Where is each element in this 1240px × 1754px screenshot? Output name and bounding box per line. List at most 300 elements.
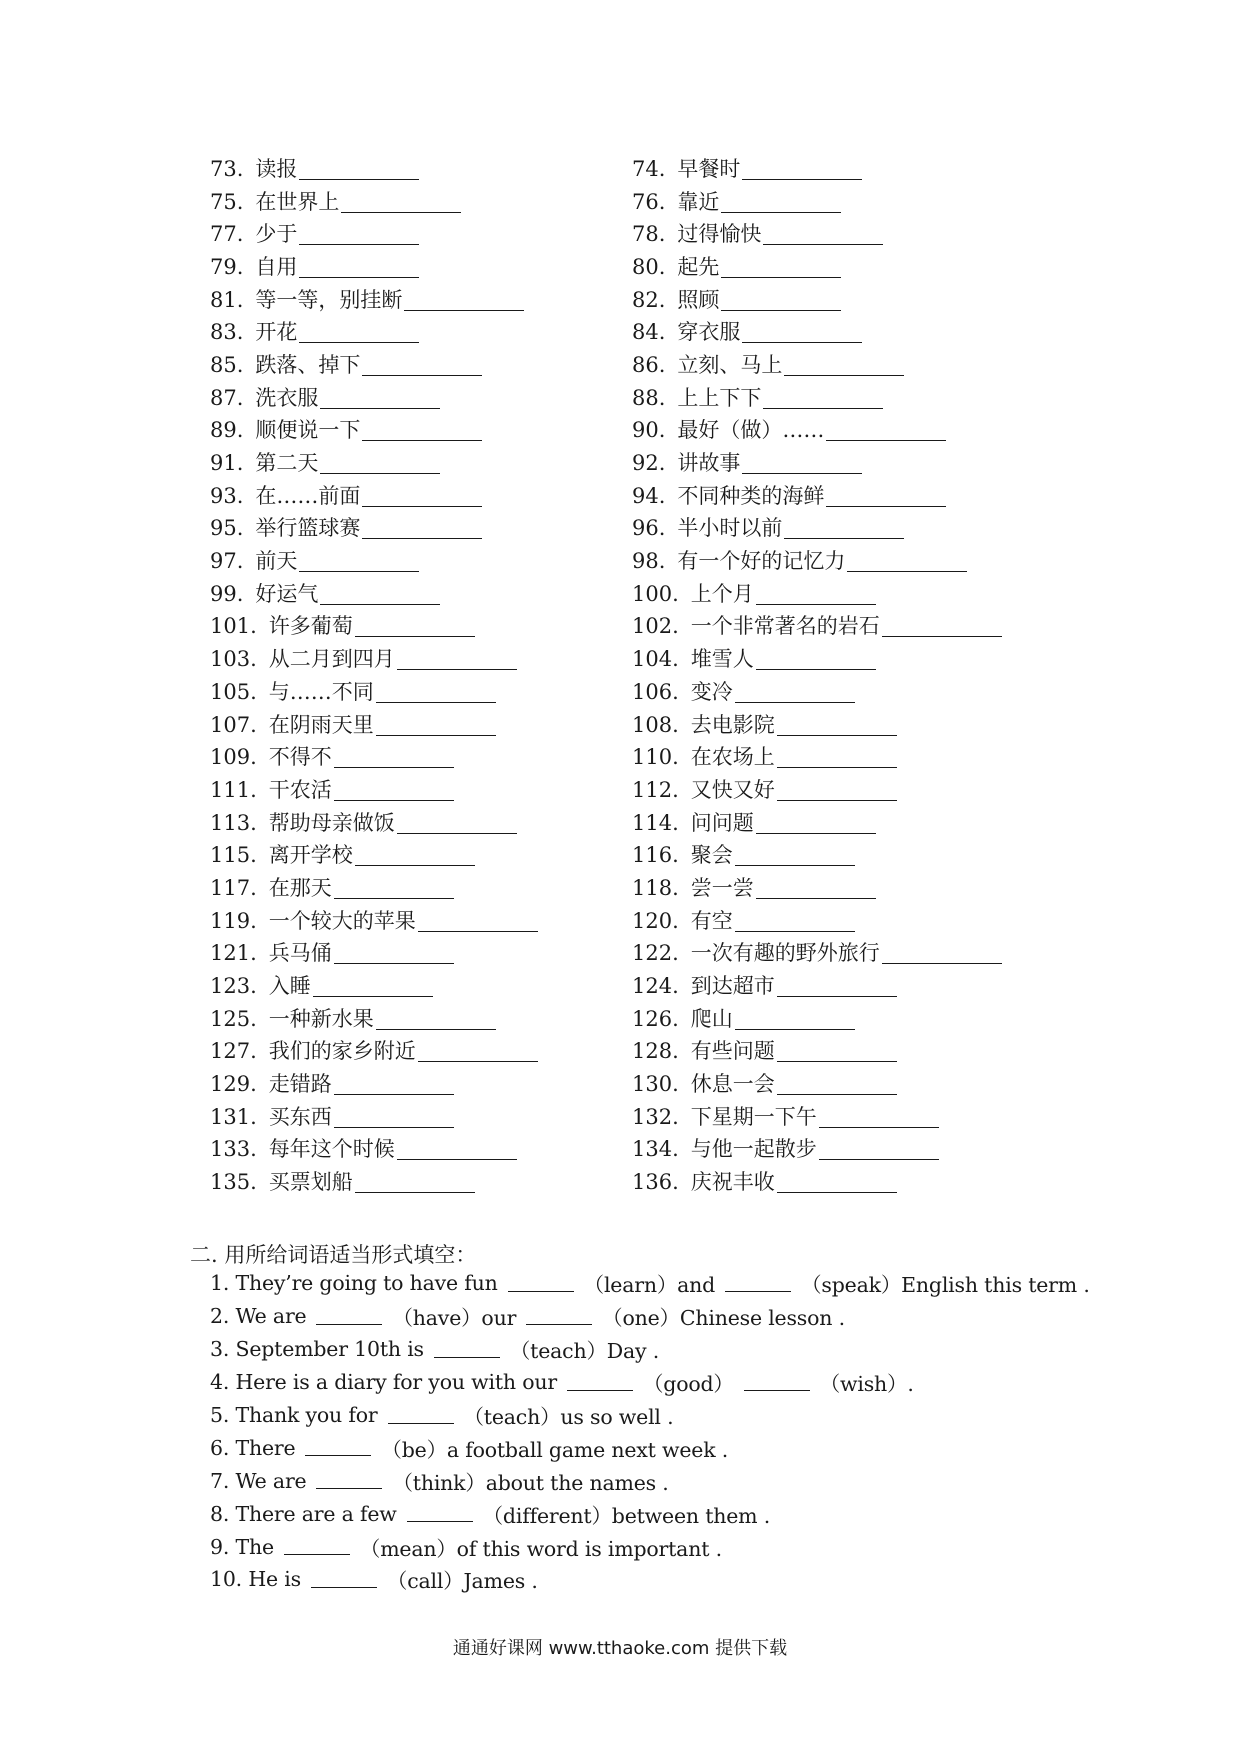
answer-blank[interactable] bbox=[721, 194, 841, 213]
item-number: 80. bbox=[632, 254, 666, 279]
item-number: 75. bbox=[210, 189, 244, 214]
exercise-line bbox=[210, 1300, 1110, 1333]
vocab-row bbox=[210, 709, 1070, 742]
answer-blank[interactable] bbox=[362, 422, 482, 441]
exercise-text: （speak）English this term . bbox=[801, 1273, 1090, 1298]
answer-blank[interactable] bbox=[376, 717, 496, 736]
item-number: 113. bbox=[210, 810, 257, 835]
vocab-row bbox=[210, 839, 1070, 872]
exercise-line bbox=[210, 1563, 1110, 1596]
item-text: 在农场上 bbox=[690, 745, 775, 770]
item-text: 到达超市 bbox=[690, 974, 775, 999]
vocab-row bbox=[210, 676, 1070, 709]
item-number: 77. bbox=[210, 222, 244, 247]
exercise-text: 3. September 10th is bbox=[210, 1337, 424, 1362]
answer-blank[interactable] bbox=[299, 324, 419, 343]
answer-blank[interactable] bbox=[320, 390, 440, 409]
item-number: 126. bbox=[632, 1006, 679, 1031]
item-text: 离开学校 bbox=[268, 843, 353, 868]
answer-blank[interactable] bbox=[334, 782, 454, 801]
answer-blank[interactable] bbox=[756, 815, 876, 834]
item-number: 100. bbox=[632, 581, 679, 606]
answer-blank[interactable] bbox=[334, 945, 454, 964]
answer-blank[interactable] bbox=[362, 520, 482, 539]
vocab-item bbox=[210, 649, 632, 670]
answer-blank[interactable] bbox=[826, 488, 946, 507]
answer-blank[interactable] bbox=[744, 1374, 810, 1391]
vocab-row bbox=[210, 480, 1070, 513]
item-text: 去电影院 bbox=[690, 712, 775, 737]
vocab-row bbox=[210, 349, 1070, 382]
answer-blank[interactable] bbox=[847, 553, 967, 572]
answer-blank[interactable] bbox=[418, 913, 538, 932]
item-text: 一个非常著名的岩石 bbox=[690, 614, 880, 639]
answer-blank[interactable] bbox=[299, 226, 419, 245]
vocab-item bbox=[632, 810, 1070, 835]
item-number: 122. bbox=[632, 941, 679, 966]
item-text: 与他一起散步 bbox=[690, 1137, 817, 1162]
exercise-text: （teach）Day . bbox=[509, 1339, 660, 1364]
item-number: 125. bbox=[210, 1006, 257, 1031]
answer-blank[interactable] bbox=[721, 259, 841, 278]
item-number: 78. bbox=[632, 222, 666, 247]
item-number: 104. bbox=[632, 647, 679, 672]
answer-blank[interactable] bbox=[376, 1011, 496, 1030]
vocab-item bbox=[632, 189, 1070, 214]
vocab-item bbox=[210, 322, 632, 343]
item-text: 开花 bbox=[255, 320, 298, 345]
exercise-text: （mean）of this word is important . bbox=[359, 1536, 722, 1561]
answer-blank[interactable] bbox=[756, 651, 876, 670]
vocab-item bbox=[210, 1104, 632, 1129]
item-text: 一次有趣的野外旅行 bbox=[690, 941, 880, 966]
item-number: 119. bbox=[210, 908, 257, 933]
item-text: 一个较大的苹果 bbox=[268, 908, 416, 933]
exercise-line bbox=[210, 1366, 1110, 1399]
answer-blank[interactable] bbox=[397, 815, 517, 834]
answer-blank[interactable] bbox=[784, 357, 904, 376]
answer-blank[interactable] bbox=[819, 1141, 939, 1160]
answer-blank[interactable] bbox=[756, 586, 876, 605]
item-number: 114. bbox=[632, 810, 679, 835]
vocab-item bbox=[210, 156, 632, 181]
exercise-text: 9. The bbox=[210, 1534, 274, 1559]
answer-blank[interactable] bbox=[434, 1341, 500, 1358]
item-number: 123. bbox=[210, 974, 257, 999]
answer-blank[interactable] bbox=[721, 292, 841, 311]
vocab-item bbox=[632, 224, 1070, 245]
answer-blank[interactable] bbox=[742, 324, 862, 343]
item-number: 101. bbox=[210, 614, 257, 639]
answer-blank[interactable] bbox=[742, 455, 862, 474]
item-number: 76. bbox=[632, 189, 666, 214]
answer-blank[interactable] bbox=[320, 586, 440, 605]
vocab-item bbox=[632, 908, 1070, 933]
item-text: 不得不 bbox=[268, 745, 332, 770]
answer-blank[interactable] bbox=[316, 1308, 382, 1325]
item-number: 89. bbox=[210, 418, 244, 443]
exercise-line bbox=[210, 1267, 1110, 1300]
exercise-line bbox=[210, 1399, 1110, 1432]
vocab-item bbox=[210, 1006, 632, 1031]
answer-blank[interactable] bbox=[777, 1043, 897, 1062]
item-number: 73. bbox=[210, 156, 244, 181]
item-text: 变冷 bbox=[690, 679, 733, 704]
answer-blank[interactable] bbox=[320, 455, 440, 474]
exercise-text: （different）between them . bbox=[482, 1503, 771, 1528]
item-number: 108. bbox=[632, 712, 679, 737]
vocab-item bbox=[632, 156, 1070, 181]
item-text: 讲故事 bbox=[677, 451, 741, 476]
item-text: 在阴雨天里 bbox=[268, 712, 374, 737]
item-number: 95. bbox=[210, 516, 244, 541]
exercise-text: 8. There are a few bbox=[210, 1501, 397, 1526]
item-number: 103. bbox=[210, 647, 257, 672]
vocab-row bbox=[210, 1036, 1070, 1069]
item-text: 立刻、马上 bbox=[677, 352, 783, 377]
answer-blank[interactable] bbox=[299, 259, 419, 278]
exercise-line bbox=[210, 1431, 1110, 1464]
exercise-text: 10. He is bbox=[210, 1567, 301, 1592]
answer-blank[interactable] bbox=[882, 618, 1002, 637]
vocab-row bbox=[210, 741, 1070, 774]
item-text: 上上下下 bbox=[677, 385, 762, 410]
item-text: 靠近 bbox=[677, 189, 720, 214]
vocab-item bbox=[632, 712, 1070, 737]
vocab-row bbox=[210, 513, 1070, 546]
item-number: 90. bbox=[632, 418, 666, 443]
item-text: 举行篮球赛 bbox=[255, 516, 361, 541]
item-text: 少于 bbox=[255, 222, 298, 247]
item-text: 顺便说一下 bbox=[255, 418, 361, 443]
exercise-text: 5. Thank you for bbox=[210, 1403, 378, 1427]
exercise-text: 2. We are bbox=[210, 1304, 307, 1329]
item-number: 94. bbox=[632, 483, 666, 508]
vocab-item bbox=[632, 352, 1070, 377]
vocab-item bbox=[210, 679, 632, 704]
item-text: 爬山 bbox=[690, 1006, 733, 1031]
item-number: 91. bbox=[210, 451, 244, 476]
answer-blank[interactable] bbox=[784, 520, 904, 539]
answer-blank[interactable] bbox=[777, 749, 897, 768]
vocab-row bbox=[210, 1101, 1070, 1134]
item-text: 又快又好 bbox=[690, 777, 775, 802]
item-text: 洗衣服 bbox=[255, 385, 319, 410]
vocab-list bbox=[210, 153, 1070, 1199]
item-text: 庆祝丰收 bbox=[690, 1170, 775, 1195]
item-text: 休息一会 bbox=[690, 1072, 775, 1097]
answer-blank[interactable] bbox=[763, 226, 883, 245]
item-number: 109. bbox=[210, 745, 257, 770]
item-number: 116. bbox=[632, 843, 679, 868]
vocab-item bbox=[632, 551, 1070, 572]
item-number: 131. bbox=[210, 1104, 257, 1129]
item-number: 88. bbox=[632, 385, 666, 410]
vocab-row bbox=[210, 415, 1070, 448]
item-number: 133. bbox=[210, 1137, 257, 1162]
answer-blank[interactable] bbox=[299, 161, 419, 180]
item-text: 有一个好的记忆力 bbox=[677, 549, 846, 574]
answer-blank[interactable] bbox=[826, 422, 946, 441]
answer-blank[interactable] bbox=[418, 1043, 538, 1062]
vocab-item bbox=[210, 1139, 632, 1160]
vocab-item bbox=[632, 1041, 1070, 1062]
vocab-item bbox=[632, 1104, 1070, 1129]
answer-blank[interactable] bbox=[362, 488, 482, 507]
item-number: 117. bbox=[210, 875, 257, 900]
vocab-row bbox=[210, 284, 1070, 317]
vocab-row bbox=[210, 611, 1070, 644]
item-text: 许多葡萄 bbox=[268, 614, 353, 639]
item-number: 132. bbox=[632, 1104, 679, 1129]
answer-blank[interactable] bbox=[334, 1076, 454, 1095]
vocab-item bbox=[210, 189, 632, 214]
item-text: 下星期一下午 bbox=[690, 1104, 817, 1129]
vocab-item bbox=[632, 1074, 1070, 1095]
answer-blank[interactable] bbox=[756, 880, 876, 899]
item-text: 有空 bbox=[690, 908, 733, 933]
answer-blank[interactable] bbox=[355, 1174, 475, 1193]
item-number: 83. bbox=[210, 320, 244, 345]
vocab-item bbox=[210, 1074, 632, 1095]
item-number: 127. bbox=[210, 1039, 257, 1064]
answer-blank[interactable] bbox=[508, 1275, 574, 1292]
item-text: 最好（做）…… bbox=[677, 418, 825, 443]
vocab-item bbox=[210, 518, 632, 539]
answer-blank[interactable] bbox=[341, 194, 461, 213]
answer-blank[interactable] bbox=[362, 357, 482, 376]
item-text: 自用 bbox=[255, 254, 298, 279]
answer-blank[interactable] bbox=[777, 717, 897, 736]
vocab-item bbox=[210, 845, 632, 866]
answer-blank[interactable] bbox=[777, 1076, 897, 1095]
vocab-item bbox=[210, 712, 632, 737]
item-text: 上个月 bbox=[690, 581, 754, 606]
vocab-item bbox=[210, 810, 632, 835]
item-text: 早餐时 bbox=[677, 156, 741, 181]
item-text: 半小时以前 bbox=[677, 516, 783, 541]
vocab-item bbox=[210, 287, 632, 312]
answer-blank[interactable] bbox=[355, 847, 475, 866]
item-number: 107. bbox=[210, 712, 257, 737]
answer-blank[interactable] bbox=[407, 1505, 473, 1522]
item-text: 在……前面 bbox=[255, 483, 361, 508]
vocab-item bbox=[632, 581, 1070, 606]
vocab-item bbox=[210, 551, 632, 572]
vocab-item bbox=[632, 679, 1070, 704]
answer-blank[interactable] bbox=[777, 1174, 897, 1193]
exercise-line bbox=[210, 1333, 1110, 1366]
vocab-item bbox=[632, 1139, 1070, 1160]
vocab-row bbox=[210, 186, 1070, 219]
vocab-item bbox=[210, 976, 632, 997]
item-number: 97. bbox=[210, 549, 244, 574]
answer-blank[interactable] bbox=[313, 978, 433, 997]
item-text: 走错路 bbox=[268, 1072, 332, 1097]
vocab-item bbox=[210, 1172, 632, 1193]
item-text: 兵马俑 bbox=[268, 941, 332, 966]
exercise-text: （be）a football game next week . bbox=[381, 1437, 729, 1462]
vocab-item bbox=[210, 254, 632, 279]
answer-blank[interactable] bbox=[284, 1538, 350, 1555]
exercise-text: 6. There bbox=[210, 1435, 296, 1460]
vocab-row bbox=[210, 774, 1070, 807]
vocab-item bbox=[632, 385, 1070, 410]
vocab-item bbox=[632, 943, 1070, 964]
exercise-text: 4. Here is a diary for you with our bbox=[210, 1370, 557, 1395]
vocab-row bbox=[210, 807, 1070, 840]
item-number: 105. bbox=[210, 679, 257, 704]
vocab-row bbox=[210, 1068, 1070, 1101]
item-number: 111. bbox=[210, 777, 257, 802]
exercise-text: （teach）us so well . bbox=[463, 1405, 674, 1429]
item-text: 在那天 bbox=[268, 875, 332, 900]
item-text: 我们的家乡附近 bbox=[268, 1039, 416, 1064]
answer-blank[interactable] bbox=[735, 1011, 855, 1030]
item-number: 110. bbox=[632, 745, 679, 770]
item-text: 从二月到四月 bbox=[268, 647, 395, 672]
vocab-row bbox=[210, 970, 1070, 1003]
item-text: 每年这个时候 bbox=[268, 1137, 395, 1162]
answer-blank[interactable] bbox=[819, 1109, 939, 1128]
item-number: 118. bbox=[632, 875, 679, 900]
item-text: 聚会 bbox=[690, 843, 733, 868]
vocab-row bbox=[210, 905, 1070, 938]
item-text: 入睡 bbox=[268, 974, 311, 999]
answer-blank[interactable] bbox=[777, 782, 897, 801]
item-number: 102. bbox=[632, 614, 679, 639]
item-text: 有些问题 bbox=[690, 1039, 775, 1064]
vocab-item bbox=[210, 875, 632, 900]
exercise-text: （wish）. bbox=[819, 1372, 914, 1397]
vocab-row bbox=[210, 643, 1070, 676]
item-number: 128. bbox=[632, 1039, 679, 1064]
item-text: 过得愉快 bbox=[677, 222, 762, 247]
section-title: 二. 用所给词语适当形式填空： bbox=[190, 1243, 477, 1267]
item-number: 85. bbox=[210, 352, 244, 377]
vocab-row bbox=[210, 447, 1070, 480]
answer-blank[interactable] bbox=[735, 684, 855, 703]
answer-blank[interactable] bbox=[397, 1141, 517, 1160]
answer-blank[interactable] bbox=[567, 1374, 633, 1391]
vocab-item bbox=[210, 420, 632, 441]
vocab-item bbox=[210, 943, 632, 964]
answer-blank[interactable] bbox=[526, 1308, 592, 1325]
answer-blank[interactable] bbox=[397, 651, 517, 670]
answer-blank[interactable] bbox=[725, 1275, 791, 1292]
vocab-item bbox=[210, 352, 632, 377]
answer-blank[interactable] bbox=[334, 880, 454, 899]
answer-blank[interactable] bbox=[882, 945, 1002, 964]
item-text: 不同种类的海鲜 bbox=[677, 483, 825, 508]
vocab-row bbox=[210, 1003, 1070, 1036]
vocab-item bbox=[632, 747, 1070, 768]
answer-blank[interactable] bbox=[404, 292, 524, 311]
item-number: 106. bbox=[632, 679, 679, 704]
item-number: 82. bbox=[632, 287, 666, 312]
item-text: 好运气 bbox=[255, 581, 319, 606]
item-number: 74. bbox=[632, 156, 666, 181]
exercise-line bbox=[210, 1464, 1110, 1497]
answer-blank[interactable] bbox=[299, 553, 419, 572]
item-text: 与……不同 bbox=[268, 679, 374, 704]
item-number: 120. bbox=[632, 908, 679, 933]
vocab-item bbox=[632, 616, 1070, 637]
vocab-item bbox=[210, 1041, 632, 1062]
item-text: 堆雪人 bbox=[690, 647, 754, 672]
item-text: 第二天 bbox=[255, 451, 319, 476]
answer-blank[interactable] bbox=[763, 390, 883, 409]
vocab-row bbox=[210, 153, 1070, 186]
item-text: 在世界上 bbox=[255, 189, 340, 214]
item-number: 134. bbox=[632, 1137, 679, 1162]
exercise-text: （call）James . bbox=[386, 1569, 538, 1594]
item-text: 买票划船 bbox=[268, 1170, 353, 1195]
answer-blank[interactable] bbox=[311, 1571, 377, 1588]
vocab-row bbox=[210, 872, 1070, 905]
answer-blank[interactable] bbox=[305, 1439, 371, 1456]
answer-blank[interactable] bbox=[735, 847, 855, 866]
vocab-item bbox=[632, 845, 1070, 866]
item-number: 84. bbox=[632, 320, 666, 345]
item-text: 买东西 bbox=[268, 1104, 332, 1129]
answer-blank[interactable] bbox=[334, 1109, 454, 1128]
vocab-item bbox=[632, 453, 1070, 474]
item-text: 起先 bbox=[677, 254, 720, 279]
item-number: 115. bbox=[210, 843, 257, 868]
vocab-item bbox=[632, 483, 1070, 508]
item-number: 135. bbox=[210, 1170, 257, 1195]
vocab-item bbox=[632, 254, 1070, 279]
item-number: 79. bbox=[210, 254, 244, 279]
item-number: 86. bbox=[632, 352, 666, 377]
vocab-item bbox=[632, 777, 1070, 802]
item-text: 干农活 bbox=[268, 777, 332, 802]
item-number: 87. bbox=[210, 385, 244, 410]
answer-blank[interactable] bbox=[376, 684, 496, 703]
vocab-item bbox=[632, 1172, 1070, 1193]
vocab-row bbox=[210, 1134, 1070, 1167]
vocab-row bbox=[210, 218, 1070, 251]
item-number: 99. bbox=[210, 581, 244, 606]
answer-blank[interactable] bbox=[388, 1407, 454, 1424]
answer-blank[interactable] bbox=[316, 1472, 382, 1489]
vocab-row bbox=[210, 316, 1070, 349]
answer-blank[interactable] bbox=[735, 913, 855, 932]
exercise-list bbox=[210, 1267, 1110, 1596]
vocab-item bbox=[632, 322, 1070, 343]
exercise-text: 7. We are bbox=[210, 1468, 307, 1493]
item-number: 92. bbox=[632, 451, 666, 476]
exercise-text: 1. They’re going to have fun bbox=[210, 1271, 498, 1296]
exercise-text: （learn）and bbox=[583, 1273, 716, 1298]
vocab-item bbox=[210, 483, 632, 508]
answer-blank[interactable] bbox=[777, 978, 897, 997]
exercise-line bbox=[210, 1497, 1110, 1530]
item-number: 121. bbox=[210, 941, 257, 966]
vocab-row bbox=[210, 251, 1070, 284]
item-number: 98. bbox=[632, 549, 666, 574]
item-text: 照顾 bbox=[677, 287, 720, 312]
exercise-text: （have）our bbox=[392, 1306, 517, 1331]
vocab-item bbox=[210, 453, 632, 474]
answer-blank[interactable] bbox=[355, 618, 475, 637]
answer-blank[interactable] bbox=[334, 749, 454, 768]
exercise-text: （good） bbox=[642, 1372, 734, 1397]
item-text: 问问题 bbox=[690, 810, 754, 835]
vocab-item bbox=[210, 385, 632, 410]
answer-blank[interactable] bbox=[742, 161, 862, 180]
